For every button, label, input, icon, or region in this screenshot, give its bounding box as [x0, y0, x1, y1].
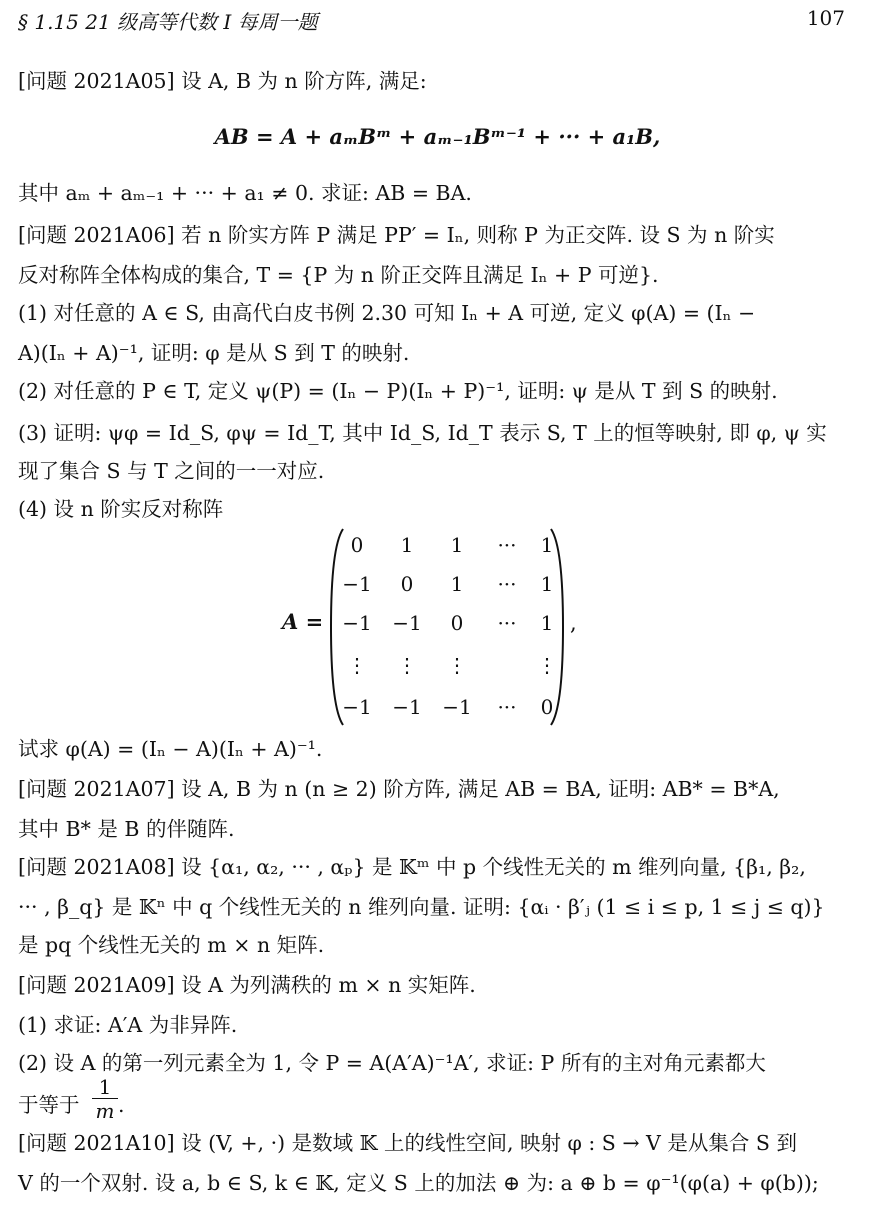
- problem-2021A07-line1: [问题 2021A07] 设 A, B 为 n (n ≥ 2) 阶方阵, 满足 AB = BA, 证明: AB* = B*A,: [18, 777, 780, 801]
- problem-2021A06-line2: 反对称阵全体构成的集合, T = {P 为 n 阶正交阵且满足 Iₙ + P 可逆}.: [18, 263, 659, 287]
- matrix-cell: ⋮: [347, 653, 367, 677]
- problem-2021A06-part1-line2: A)(Iₙ + A)⁻¹, 证明: φ 是从 S 到 T 的映射.: [18, 341, 410, 365]
- matrix-cell: 1: [540, 611, 554, 635]
- running-header: [18, 6, 845, 40]
- problem-2021A10-line2: V 的一个双射. 设 a, b ∈ S, k ∈ 𝕂, 定义 S 上的加法 ⊕ 为: a ⊕ b = φ⁻¹(φ(a) + φ(b));: [18, 1171, 819, 1195]
- matrix-cell: ···: [497, 611, 517, 635]
- matrix-cell: 1: [450, 572, 464, 596]
- matrix-cell: 0: [450, 611, 464, 635]
- problem-2021A08-line1: [问题 2021A08] 设 {α₁, α₂, ··· , αₚ} 是 𝕂ᵐ 中 p 个线性无关的 m 维列向量, {β₁, β₂,: [18, 855, 806, 879]
- matrix-cell: 1: [540, 533, 554, 557]
- matrix-cell: −1: [342, 695, 372, 719]
- problem-2021A06-part4: (4) 设 n 阶实反对称阵: [18, 497, 224, 521]
- matrix-cell: −1: [442, 695, 472, 719]
- problem-2021A06-line1: [问题 2021A06] 若 n 阶实方阵 P 满足 PP′ = Iₙ, 则称 P 为正交阵. 设 S 为 n 阶实: [18, 223, 775, 247]
- fraction-numerator: 1: [98, 1075, 112, 1099]
- problem-2021A09-part2-line2: 于等于: [18, 1093, 80, 1117]
- problem-2021A09-statement: [问题 2021A09] 设 A 为列满秩的 m × n 实矩阵.: [18, 973, 476, 997]
- problem-2021A06-part3-line2: 现了集合 S 与 T 之间的一一对应.: [18, 459, 325, 483]
- problem-2021A08-line3: 是 pq 个线性无关的 m × n 矩阵.: [18, 933, 325, 957]
- matrix-cell: ···: [497, 695, 517, 719]
- matrix-cell: ···: [497, 533, 517, 557]
- matrix-cell: −1: [342, 611, 372, 635]
- matrix-cell: ⋮: [537, 653, 557, 677]
- matrix-cell: 0: [400, 572, 414, 596]
- fraction-denominator: m: [95, 1099, 115, 1123]
- problem-2021A08-line2: ··· , β_q} 是 𝕂ⁿ 中 q 个线性无关的 n 维列向量. 证明: {αᵢ · β′ⱼ (1 ≤ i ≤ p, 1 ≤ j ≤ q)}: [18, 895, 825, 919]
- matrix-cell: ···: [497, 572, 517, 596]
- matrix-cell: 0: [350, 533, 364, 557]
- problem-2021A05-statement: [问题 2021A05] 设 A, B 为 n 阶方阵, 满足:: [18, 69, 427, 93]
- problem-2021A09-part2-line1: (2) 设 A 的第一列元素全为 1, 令 P = A(A′A)⁻¹A′, 求证: P 所有的主对角元素都大: [18, 1051, 766, 1075]
- problem-2021A07-line2: 其中 B* 是 B 的伴随阵.: [18, 817, 235, 841]
- matrix-cell: 1: [400, 533, 414, 557]
- problem-2021A09-part1: (1) 求证: A′A 为非异阵.: [18, 1013, 238, 1037]
- problem-2021A10-line1: [问题 2021A10] 设 (V, +, ·) 是数域 𝕂 上的线性空间, 映射 φ : S → V 是从集合 S 到: [18, 1131, 797, 1155]
- section-title: § 1.15 21 级高等代数 I 每周一题: [18, 10, 318, 34]
- matrix-a: [282, 527, 602, 727]
- problem-2021A06-part3-line1: (3) 证明: ψφ = Id_S, φψ = Id_T, 其中 Id_S, Id_T 表示 S, T 上的恒等映射, 即 φ, ψ 实: [18, 421, 827, 445]
- matrix-label: A =: [282, 609, 324, 634]
- page-number: 107: [806, 6, 845, 30]
- matrix-cell: ⋮: [447, 653, 467, 677]
- matrix-trailing-comma: ,: [570, 611, 577, 635]
- problem-2021A05-condition: 其中 aₘ + aₘ₋₁ + ··· + a₁ ≠ 0. 求证: AB = BA.: [18, 181, 472, 205]
- matrix-cell: −1: [342, 572, 372, 596]
- matrix-cell: −1: [392, 611, 422, 635]
- fraction-one-over-m: [92, 1076, 118, 1123]
- problem-2021A06-part2: (2) 对任意的 P ∈ T, 定义 ψ(P) = (Iₙ − P)(Iₙ + P)⁻¹, 证明: ψ 是从 T 到 S 的映射.: [18, 379, 778, 403]
- fraction-trailing-period: .: [118, 1093, 125, 1117]
- matrix-cell: ⋮: [397, 653, 417, 677]
- problem-2021A06-part1-line1: (1) 对任意的 A ∈ S, 由高代白皮书例 2.30 可知 Iₙ + A 可逆, 定义 φ(A) = (Iₙ −: [18, 301, 756, 325]
- matrix-cell: −1: [392, 695, 422, 719]
- matrix-cell: 1: [540, 572, 554, 596]
- problem-2021A06-ask: 试求 φ(A) = (Iₙ − A)(Iₙ + A)⁻¹.: [18, 737, 323, 761]
- matrix-cell: 0: [540, 695, 554, 719]
- matrix-cell: 1: [450, 533, 464, 557]
- equation-ab: AB = A + aₘBᵐ + aₘ₋₁Bᵐ⁻¹ + ··· + a₁B,: [214, 124, 661, 149]
